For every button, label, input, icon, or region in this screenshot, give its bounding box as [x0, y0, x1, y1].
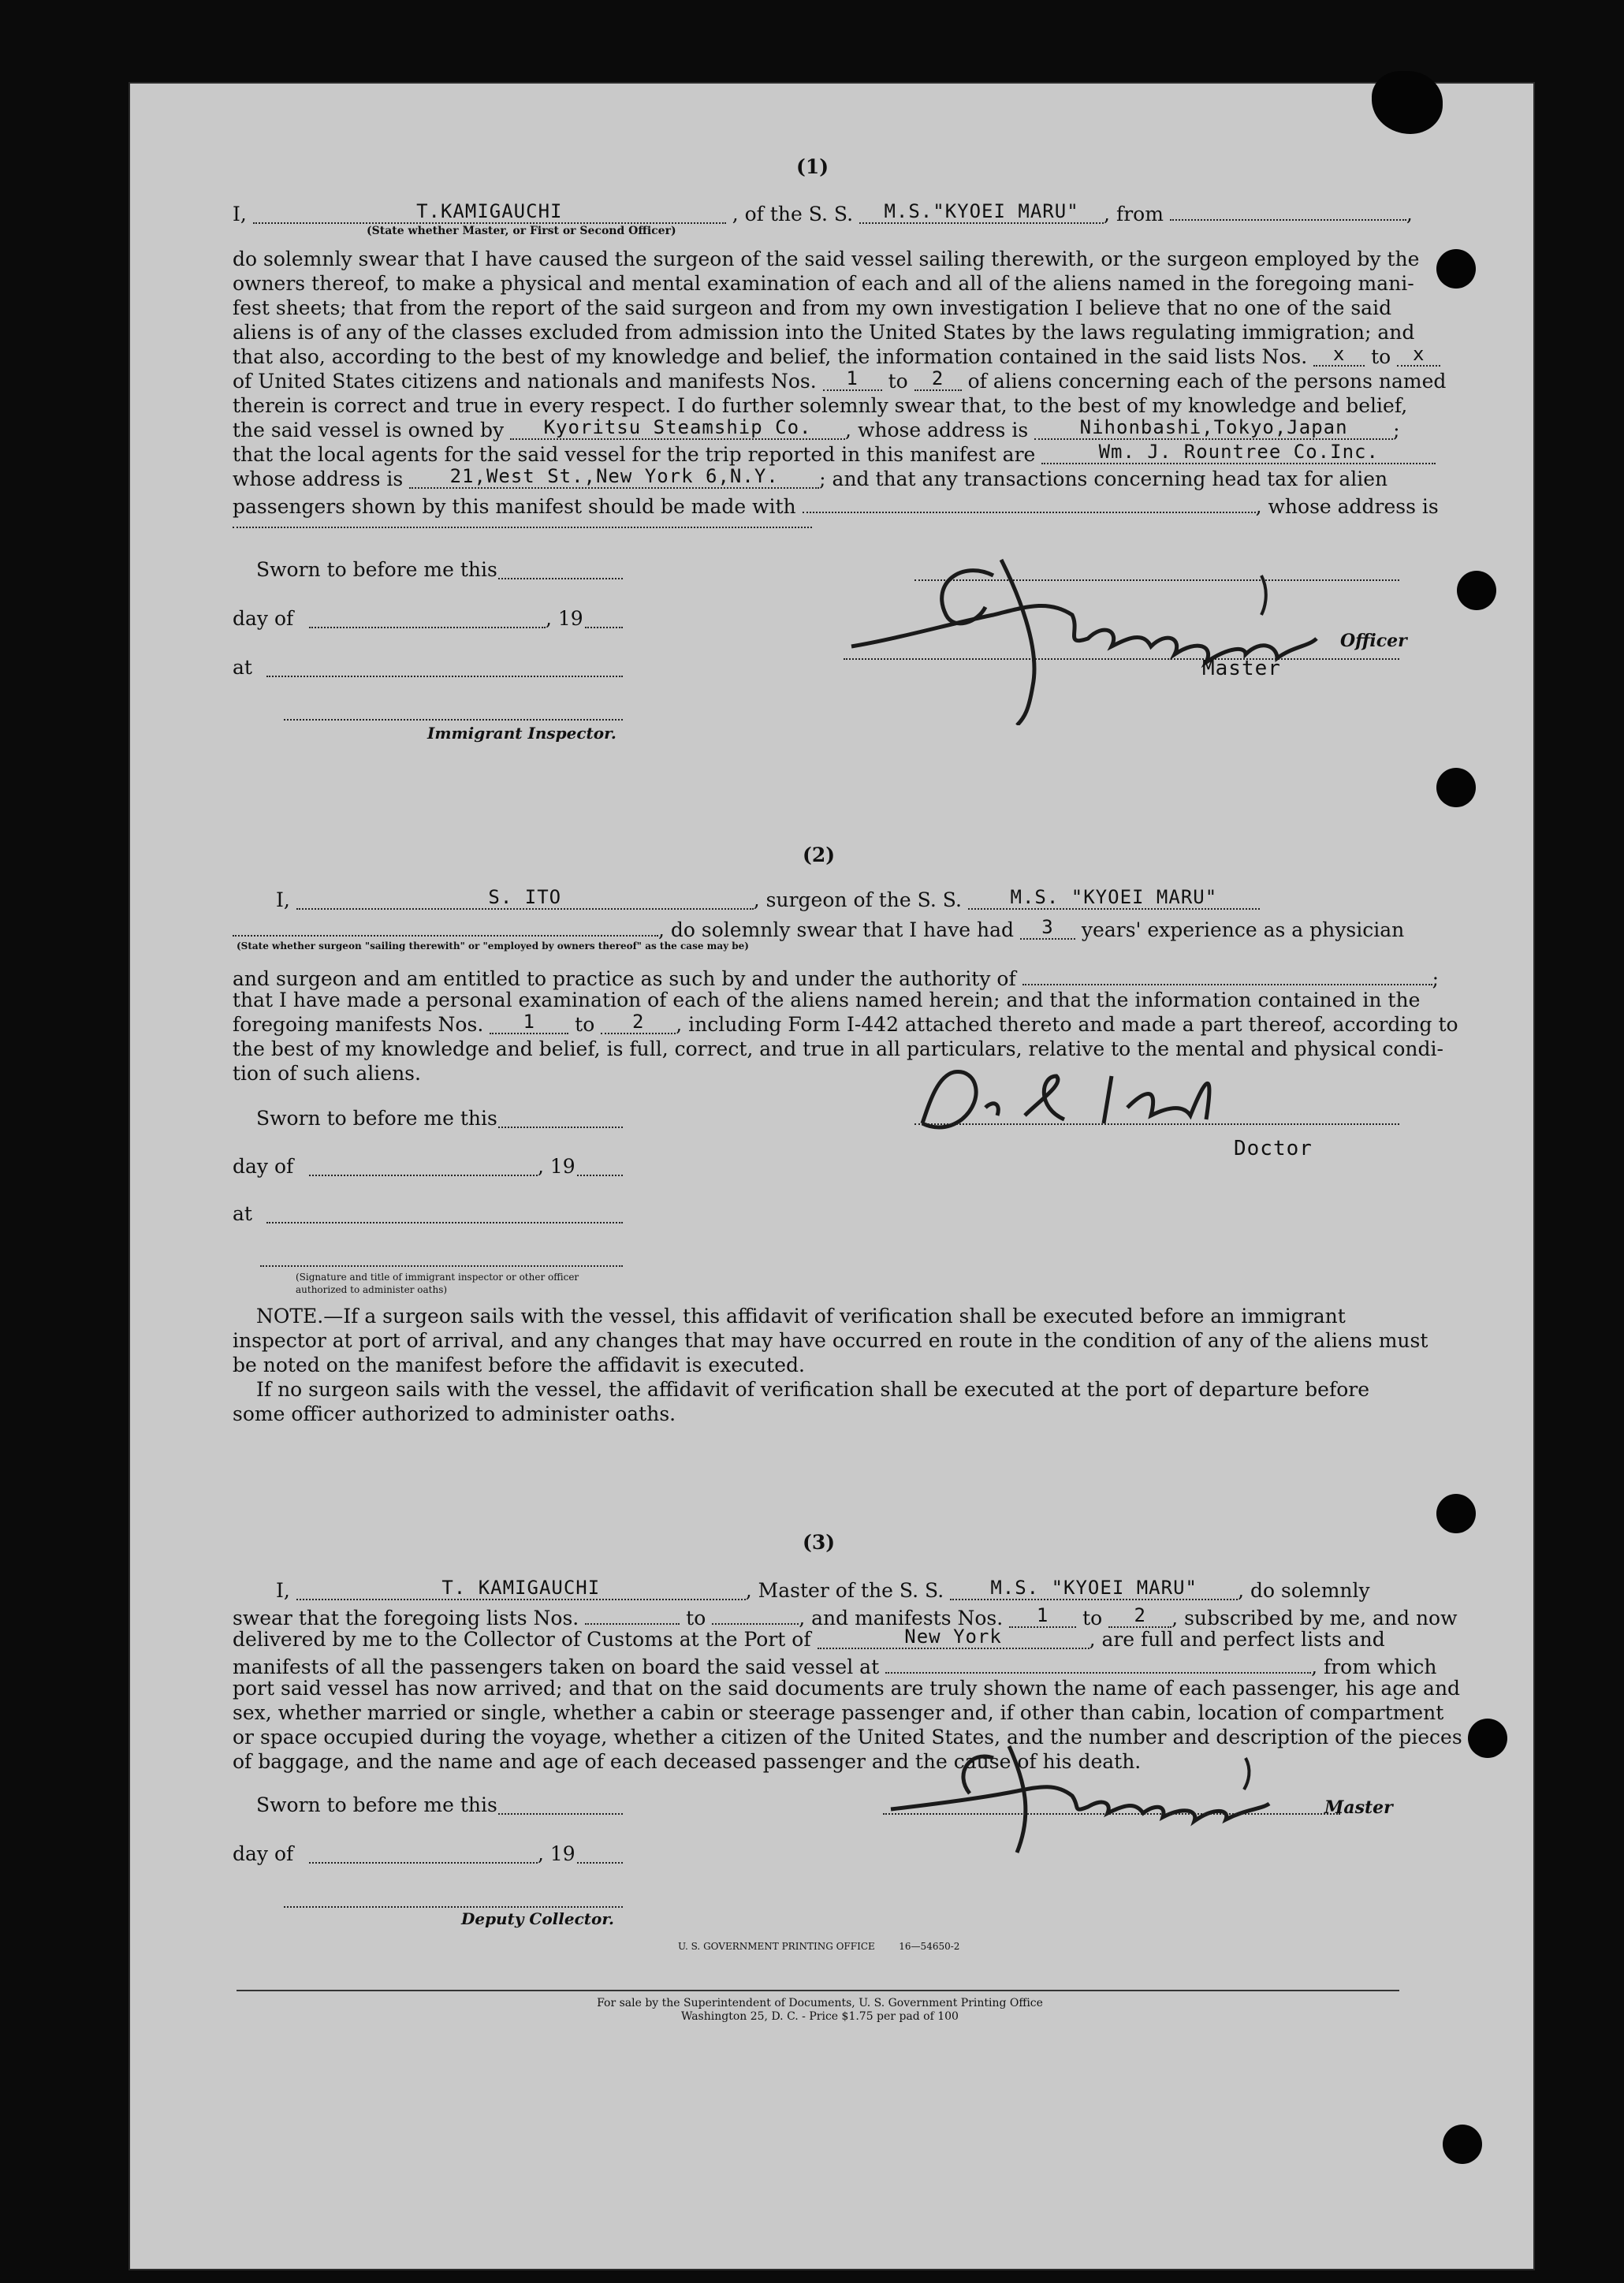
section-3-number: (3) — [803, 1531, 836, 1554]
s1-inspector-line — [284, 719, 623, 721]
s1-header-line — [233, 199, 1413, 226]
s3-day-of: day of — [233, 1842, 294, 1865]
master-signature-3 — [875, 1734, 1348, 1860]
s1-agent-address: 21,West St.,New York 6,N.Y. — [449, 465, 779, 487]
punch-hole — [1443, 2125, 1482, 2164]
s1-comma: , — [1406, 203, 1413, 225]
s1-agent: Wm. J. Rountree Co.Inc. — [1098, 441, 1379, 463]
s3-header-line — [276, 1578, 1443, 1603]
s2-man-from: 1 — [523, 1011, 535, 1033]
s2-sworn: Sworn to before me this — [256, 1107, 497, 1130]
s1-master-name: T.KAMIGAUCHI — [416, 200, 563, 222]
s1-to-1: to — [1371, 345, 1391, 368]
s3-master-name: T. KAMIGAUCHI — [441, 1577, 601, 1599]
s2-authority-text: and surgeon and am entitled to practice as such by and under the authority of — [233, 967, 1016, 990]
s1-body-3: fest sheets; that from the report of the said surgeon and from my own investigation I believe that no one of the said — [233, 296, 1392, 319]
s3-port: New York — [904, 1626, 1002, 1648]
s3-taken-text: manifests of all the passengers taken on board the said vessel at — [233, 1655, 880, 1678]
s1-day-line — [309, 627, 546, 628]
s3-lists-full-text: , are full and perfect lists and — [1089, 1628, 1385, 1651]
s1-of-ss: , of the S. S. — [732, 203, 854, 225]
s1-body-9 — [233, 442, 1399, 467]
s2-note-2: inspector at port of arrival, and any changes that may have occurred en route in the condition of any of the aliens must — [233, 1329, 1428, 1352]
punch-hole — [1436, 249, 1476, 289]
s2-swear-tail: years' experience as a physician — [1081, 918, 1405, 941]
s1-body-5 — [233, 343, 1425, 369]
s2-header-line — [276, 888, 1443, 912]
footer-rule — [237, 1990, 1399, 1991]
s1-passengers-text: passengers shown by this manifest should be made with — [233, 495, 796, 518]
s2-swear-line — [233, 914, 1405, 942]
s2-doctor-line — [914, 1123, 1399, 1125]
section-1-number: (1) — [796, 155, 829, 178]
s1-i: I, — [233, 203, 247, 225]
s3-solemnly: , do solemnly — [1238, 1579, 1370, 1602]
s2-nineteen: , 19 — [538, 1155, 575, 1178]
punch-hole — [1468, 1719, 1507, 1758]
s2-vessel: M.S. "KYOEI MARU" — [1010, 886, 1218, 908]
s1-body-11 — [233, 491, 1439, 519]
s3-master-line — [883, 1813, 1340, 1815]
s2-sworn-line — [498, 1127, 623, 1128]
s2-swear-text: , do solemnly swear that I have had — [658, 918, 1015, 941]
punch-hole — [1436, 768, 1476, 807]
s3-from-which: , from which — [1311, 1655, 1437, 1678]
s3-body-6: sex, whether married or single, whether a cabin or steerage passenger and, if other than cabin, location of compartment — [233, 1701, 1444, 1724]
s2-note-3: be noted on the manifest before the affidavit is executed. — [233, 1354, 805, 1376]
s2-note-4: If no surgeon sails with the vessel, the affidavit of verification shall be executed at the port of departure before — [256, 1378, 1369, 1401]
s1-body-4: aliens is of any of the classes excluded from admission into the United States by the laws regulating immigration; and — [233, 321, 1415, 344]
s1-to-2: to — [888, 370, 908, 393]
s1-officer-label: Officer — [1340, 631, 1407, 651]
s3-master-label: Master — [1324, 1797, 1393, 1818]
doctor-signature — [907, 1060, 1380, 1139]
s1-sworn: Sworn to before me this — [256, 558, 497, 581]
s2-at: at — [233, 1202, 252, 1225]
gpo-imprint: U. S. GOVERNMENT PRINTING OFFICE 16—54650-2 — [678, 1941, 960, 1952]
s1-year-line — [585, 627, 623, 628]
s1-agents-text: that the local agents for the said vessel for the trip reported in this manifest are — [233, 443, 1036, 466]
s2-i: I, — [276, 888, 290, 911]
s2-inspector-line — [260, 1265, 623, 1267]
s1-sworn-line — [498, 578, 623, 579]
s3-vessel: M.S. "KYOEI MARU" — [990, 1577, 1198, 1599]
s2-day-of: day of — [233, 1155, 294, 1178]
s1-nineteen: , 19 — [546, 607, 583, 630]
s3-sworn-line — [498, 1813, 623, 1815]
s1-list-to: x — [1412, 343, 1425, 365]
punch-hole — [1457, 571, 1496, 610]
s2-body-3 — [233, 1011, 1458, 1037]
s1-body-6-text: of United States citizens and nationals and manifests Nos. — [233, 370, 817, 393]
s1-body-2: owners thereof, to make a physical and mental examination of each and all of the aliens named in the foregoing mani- — [233, 272, 1414, 295]
s1-list-from: x — [1332, 343, 1346, 365]
s1-whose-address-3: , whose address is — [1255, 495, 1439, 518]
s2-years: 3 — [1041, 916, 1054, 938]
sale-line-2: Washington 25, D. C. - Price $1.75 per pad of 100 — [681, 2010, 959, 2023]
s1-head-tax-text: ; and that any transactions concerning head tax for alien — [819, 467, 1388, 490]
s2-body-1 — [233, 963, 1399, 991]
s1-body-8 — [233, 418, 1399, 442]
s3-body-7: or space occupied during the voyage, whether a citizen of the United States, and the number and description of the pieces — [233, 1726, 1462, 1749]
s1-whose-address-2: whose address is — [233, 467, 404, 490]
s1-man-from: 1 — [846, 367, 859, 389]
master-signature-1 — [836, 528, 1387, 725]
s2-form-text: , including Form I-442 attached thereto and made a part thereof, according to — [676, 1013, 1458, 1036]
s1-body-10 — [233, 467, 1399, 491]
s1-address-line — [233, 527, 812, 528]
s3-body-8: of baggage, and the name and age of each deceased passenger and the cause of his death. — [233, 1750, 1142, 1773]
s3-day-line — [309, 1862, 538, 1864]
s1-body-7: therein is correct and true in every respect. I do further solemnly swear that, to the best of my knowledge and belief, — [233, 394, 1408, 417]
s3-of-ss: , Master of the S. S. — [745, 1579, 944, 1602]
s2-day-line — [309, 1175, 538, 1176]
s3-i: I, — [276, 1579, 290, 1602]
s1-body-6 — [233, 367, 1447, 393]
s1-body-1: do solemnly swear that I have caused the surgeon of the said vessel sailing therewith, or the surgeon employed by the — [233, 248, 1420, 270]
s3-man-from: 1 — [1036, 1604, 1049, 1626]
s3-to-1: to — [686, 1607, 706, 1629]
s2-body-2: that I have made a personal examination of each of the aliens named herein; and that the information contained in the — [233, 989, 1421, 1011]
s1-body-5-text: that also, according to the best of my knowledge and belief, the information contained in the said lists Nos. — [233, 345, 1308, 368]
s1-note-small: (State whether Master, or First or Second Officer) — [367, 225, 676, 237]
s2-doctor: Doctor — [1234, 1137, 1313, 1160]
section-2-number: (2) — [803, 844, 836, 866]
s1-owner-address: Nihonbashi,Tokyo,Japan — [1079, 416, 1348, 438]
s1-owner: Kyoritsu Steamship Co. — [543, 416, 812, 438]
s3-body-2 — [233, 1603, 1458, 1630]
s1-body-6-tail: of aliens concerning each of the persons named — [967, 370, 1447, 393]
s1-immigrant-inspector: Immigrant Inspector. — [427, 724, 616, 743]
s3-port-text: delivered by me to the Collector of Customs at the Port of — [233, 1628, 811, 1651]
s1-from: , from — [1104, 203, 1164, 225]
s2-note-1: NOTE.—If a surgeon sails with the vessel, this affidavit of verification shall be executed before an immigrant — [256, 1305, 1346, 1328]
s3-nineteen: , 19 — [538, 1842, 575, 1865]
s1-man-to: 2 — [931, 367, 944, 389]
s3-year-line — [577, 1862, 623, 1864]
sale-line-1: For sale by the Superintendent of Documents, U. S. Government Printing Office — [597, 1997, 1043, 2009]
s2-body-4: the best of my knowledge and belief, is full, correct, and true in all particulars, relative to the mental and physical condi- — [233, 1037, 1443, 1060]
s2-manifests-text: foregoing manifests Nos. — [233, 1013, 484, 1036]
s2-body-5: tion of such aliens. — [233, 1062, 421, 1085]
s1-at-line — [266, 676, 623, 677]
s1-day-of: day of — [233, 607, 294, 630]
s2-sig-note: (Signature and title of immigrant inspector or other officer authorized to administer oaths) — [296, 1272, 579, 1295]
s2-man-to: 2 — [632, 1011, 645, 1033]
s3-man-to: 2 — [1134, 1604, 1146, 1626]
s3-deputy-collector: Deputy Collector. — [461, 1909, 615, 1928]
s1-semicolon: ; — [1393, 419, 1400, 441]
s3-body-5: port said vessel has now arrived; and that on the said documents are truly shown the name of each passenger, his age and — [233, 1677, 1461, 1700]
s3-body-3 — [233, 1627, 1399, 1652]
s1-whose-address: , whose address is — [845, 419, 1029, 441]
s3-collector-line — [284, 1906, 623, 1908]
s1-at: at — [233, 656, 252, 679]
s2-year-line — [577, 1175, 623, 1176]
punch-hole — [1436, 1494, 1476, 1533]
s3-subscribed-text: , subscribed by me, and now — [1171, 1607, 1458, 1629]
s2-note-small: (State whether surgeon "sailing therewith" or "employed by owners thereof" as the case may be) — [237, 940, 749, 952]
s1-master-typed: Master — [1202, 657, 1281, 680]
s3-body-4 — [233, 1652, 1437, 1679]
s3-manifests-text: , and manifests Nos. — [799, 1607, 1004, 1629]
s3-to-2: to — [1082, 1607, 1103, 1629]
s1-owned-by: the said vessel is owned by — [233, 419, 505, 441]
s2-at-line — [266, 1222, 623, 1223]
s2-of-ss: , surgeon of the S. S. — [753, 888, 962, 911]
s3-lists-text: swear that the foregoing lists Nos. — [233, 1607, 579, 1629]
s2-to: to — [575, 1013, 595, 1036]
s1-vessel: M.S."KYOEI MARU" — [884, 200, 1079, 222]
s2-note-5: some officer authorized to administer oaths. — [233, 1402, 676, 1425]
s2-surgeon-name: S. ITO — [488, 886, 562, 908]
s3-sworn: Sworn to before me this — [256, 1793, 497, 1816]
